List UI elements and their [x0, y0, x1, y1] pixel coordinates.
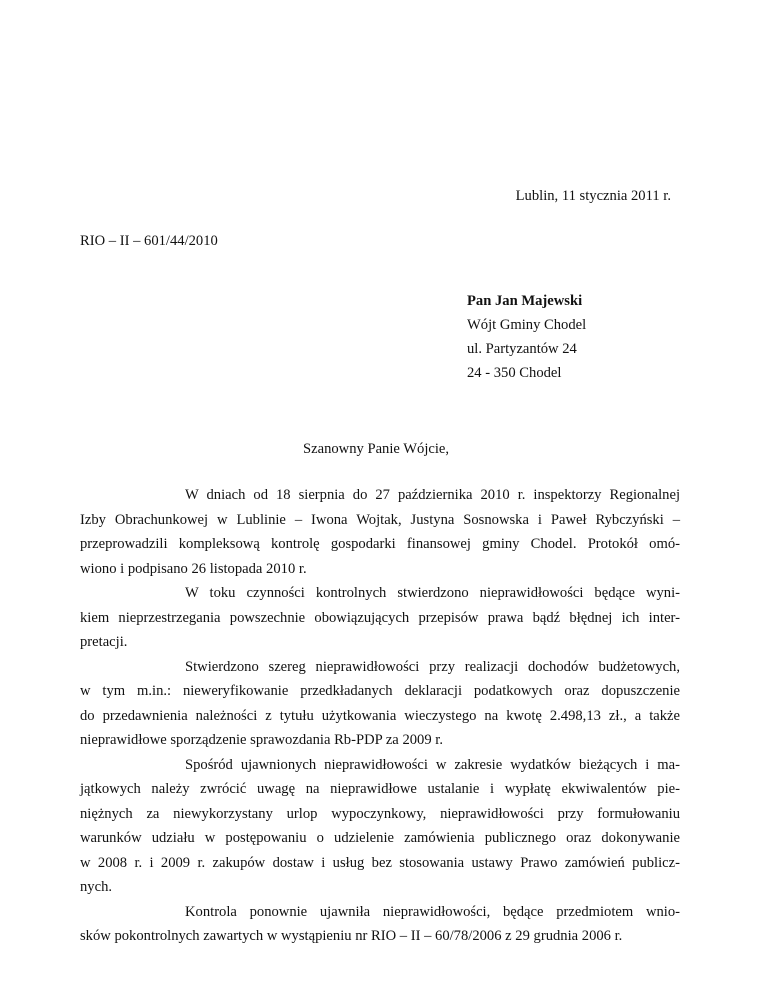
recipient-city: 24 - 350 Chodel [467, 365, 562, 381]
recipient-street: ul. Partyzantów 24 [467, 341, 577, 357]
letter-body [80, 483, 680, 949]
body-line: w 2008 r. i 2009 r. zakupów dostaw i usług bez stosowania ustawy Prawo zamówień publicz- [80, 854, 680, 871]
body-line: jątkowych należy zwrócić uwagę na nieprawidłowe ustalanie i wypłatę ekwiwalentów pie- [80, 781, 680, 797]
letter-date: Lublin, 11 stycznia 2011 r. [515, 188, 671, 204]
body-line: W dniach od 18 sierpnia do 27 października 2010 r. inspektorzy Regionalnej [185, 487, 680, 503]
body-line: do przedawnienia należności z tytułu użytkowania wieczystego na kwotę 2.498,13 zł., a także [80, 707, 680, 724]
body-line: kiem nieprzestrzegania powszechnie obowiązujących przepisów prawa bądź błędnej ich inter- [80, 609, 680, 626]
paragraph-3 [80, 655, 680, 753]
paragraph-1 [80, 483, 680, 581]
body-line: W toku czynności kontrolnych stwierdzono nieprawidłowości będące wyni- [185, 585, 680, 601]
body-line: nych. [80, 879, 113, 895]
body-line: niężnych za niewykorzystany urlop wypoczynkowy, nieprawidłowości przy formułowaniu [80, 805, 680, 822]
body-line: sków pokontrolnych zawartych w wystąpieniu nr RIO – II – 60/78/2006 z 29 grudnia 2006 r. [80, 928, 623, 944]
recipient-title: Wójt Gminy Chodel [467, 317, 587, 333]
body-line: w tym m.in.: nieweryfikowanie przedkładanych deklaracji podatkowych oraz dopuszczenie [80, 683, 680, 699]
body-line: Spośród ujawnionych nieprawidłowości w zakresie wydatków bieżących i ma- [185, 756, 680, 773]
body-line: nieprawidłowe sporządzenie sprawozdania Rb-PDP za 2009 r. [80, 732, 443, 748]
recipient-address [467, 289, 586, 385]
body-line: wiono i podpisano 26 listopada 2010 r. [80, 560, 307, 577]
body-line: Izby Obrachunkowej w Lublinie – Iwona Wojtak, Justyna Sosnowska i Paweł Rybczyński – [80, 511, 680, 528]
body-line: pretacji. [80, 634, 128, 650]
paragraph-2 [80, 581, 680, 655]
body-line: przeprowadzili kompleksową kontrolę gospodarki finansowej gminy Chodel. Protokół omó- [80, 536, 680, 552]
salutation: Szanowny Panie Wójcie, [303, 441, 450, 457]
paragraph-4 [80, 753, 680, 900]
paragraph-5 [80, 900, 680, 949]
body-line: Stwierdzono szereg nieprawidłowości przy realizacji dochodów budżetowych, [185, 658, 680, 675]
reference-number: RIO – II – 601/44/2010 [80, 233, 218, 249]
recipient-name: Pan Jan Majewski [467, 293, 583, 309]
body-line: Kontrola ponownie ujawniła nieprawidłowości, będące przedmiotem wnio- [185, 903, 680, 920]
body-line: warunków udziału w postępowaniu o udzielenie zamówienia publicznego oraz dokonywanie [80, 830, 680, 846]
